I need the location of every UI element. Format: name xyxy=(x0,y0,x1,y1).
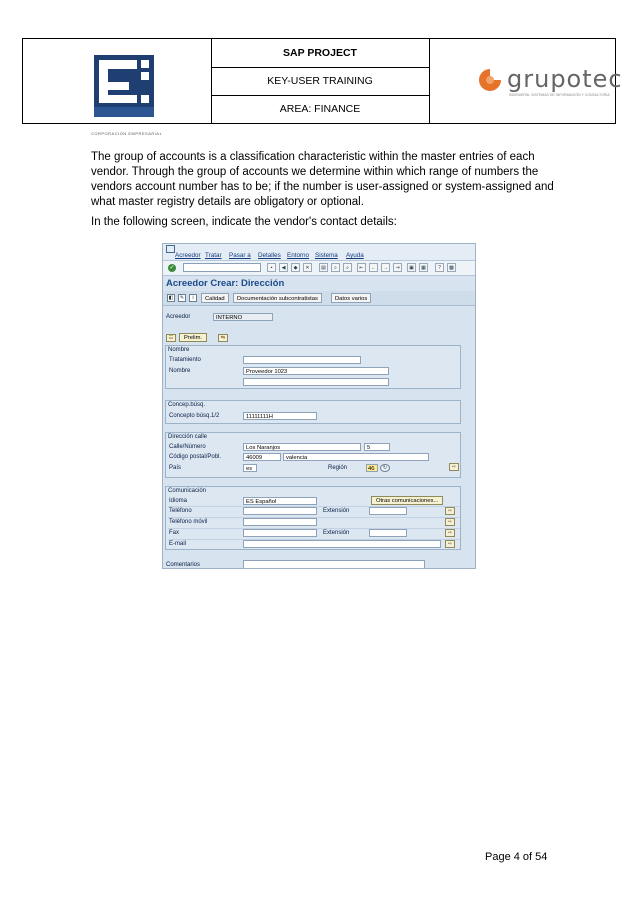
comunicacion-group xyxy=(165,486,461,550)
help-icon[interactable]: ? xyxy=(435,263,444,272)
calidad-button[interactable]: Calidad xyxy=(201,293,229,303)
concepto-group-title: Concep.búsq. xyxy=(168,402,206,408)
first-page-icon[interactable]: ⇤ xyxy=(357,263,366,272)
acreedor-label: Acreedor xyxy=(166,314,191,320)
menu-acreedor[interactable]: Acreedor xyxy=(175,252,201,259)
project-title: SAP PROJECT xyxy=(211,39,429,68)
next-page-icon[interactable]: → xyxy=(383,265,388,271)
pais-label: País xyxy=(169,465,182,471)
address-more-icon[interactable]: ⇨ xyxy=(449,463,459,471)
last-page-icon[interactable]: ⇥ xyxy=(393,263,402,272)
document-header xyxy=(22,38,623,136)
movil-more-icon[interactable]: ⇨ xyxy=(445,518,455,526)
grupotec-logo xyxy=(477,65,623,101)
prev-page-icon[interactable]: ← xyxy=(371,265,376,271)
region-field[interactable]: 46 xyxy=(366,464,378,472)
menu-sistema[interactable]: Sistema xyxy=(315,252,338,259)
new-session-icon[interactable]: ▣ xyxy=(407,263,416,272)
grupotec-tagline: INGENIERÍA, SISTEMAS DE INFORMACIÓN Y CONSULTORÍA xyxy=(509,93,610,97)
find-next-icon[interactable]: ⌕ xyxy=(343,263,352,272)
menu-detalles[interactable]: Detalles xyxy=(258,252,281,259)
print-icon[interactable]: ▤ xyxy=(319,263,328,272)
display-change-icon[interactable]: ✎ xyxy=(179,295,185,301)
fax-field[interactable] xyxy=(243,529,317,537)
calle-label: Calle/Número xyxy=(169,444,206,450)
enter-check-icon[interactable]: ✓ xyxy=(169,265,175,271)
otras-comunicaciones-button[interactable]: Otras comunicaciones... xyxy=(371,496,443,505)
fax-label: Fax xyxy=(169,530,180,536)
region-refresh-icon[interactable]: ↻ xyxy=(380,464,390,472)
info-icon[interactable]: i xyxy=(189,294,197,302)
numero-field[interactable]: 5 xyxy=(364,443,390,451)
cp-label: Código postal/Pobl. xyxy=(169,454,222,460)
email-field[interactable] xyxy=(243,540,441,548)
international-icon[interactable]: ⇆ xyxy=(218,334,228,342)
sap-screenshot xyxy=(162,243,476,569)
back-icon[interactable]: ◀ xyxy=(279,263,288,272)
header-title-cell xyxy=(211,39,430,123)
telefono-label: Teléfono xyxy=(169,508,192,514)
fax-more-icon[interactable]: ⇨ xyxy=(445,529,455,537)
window-menu-icon[interactable] xyxy=(166,245,175,253)
command-field[interactable] xyxy=(183,263,261,272)
idioma-select[interactable]: ES Español xyxy=(243,497,317,505)
screen-title: Acreedor Crear: Dirección xyxy=(166,278,285,289)
nombre-2-field[interactable] xyxy=(243,378,389,386)
page-number: Page 4 of 54 xyxy=(485,851,548,863)
direccion-group xyxy=(165,432,461,478)
documentacion-button[interactable]: Documentación subcontratistas xyxy=(233,293,322,303)
comentarios-label: Comentarios xyxy=(166,562,201,568)
grupotec-mark-icon xyxy=(477,67,503,93)
grupotec-wordmark: grupotec xyxy=(507,65,623,93)
nombre-group-title: Nombre xyxy=(168,347,190,353)
comunicacion-group-title: Comunicación xyxy=(168,488,207,494)
calle-field[interactable]: Los Naranjos xyxy=(243,443,361,451)
acreedor-field: INTERNO xyxy=(213,313,273,321)
datos-varios-button[interactable]: Datos varios xyxy=(331,293,371,303)
poblacion-field[interactable]: valencia xyxy=(283,453,429,461)
ecisa-subtitle: CORPORACIÓN EMPRESARIAL xyxy=(91,131,163,136)
sap-toolbar xyxy=(163,261,475,276)
save-icon[interactable]: ▪ xyxy=(267,263,276,272)
idioma-label: Idioma xyxy=(169,498,188,504)
menu-pasar-a[interactable]: Pasar a xyxy=(229,252,251,259)
layout-icon[interactable]: ▩ xyxy=(447,263,456,272)
menu-ayuda[interactable]: Ayuda xyxy=(346,252,364,259)
fax-extension-label: Extensión xyxy=(323,530,350,536)
sap-menubar xyxy=(163,244,475,261)
nombre-group xyxy=(165,345,461,389)
direccion-group-title: Dirección calle xyxy=(168,434,208,440)
shortcut-icon[interactable]: ▦ xyxy=(419,263,428,272)
find-icon[interactable]: ⌕ xyxy=(331,263,340,272)
prelim-button[interactable]: Prelim. xyxy=(179,333,207,342)
cp-field[interactable]: 46009 xyxy=(243,453,281,461)
menu-tratar[interactable]: Tratar xyxy=(205,252,222,259)
menu-entorno[interactable]: Entorno xyxy=(287,252,310,259)
training-title: KEY-USER TRAINING xyxy=(211,67,429,96)
comentarios-field[interactable] xyxy=(243,560,425,569)
exit-icon[interactable]: ◆ xyxy=(291,263,300,272)
paragraph-account-groups: The group of accounts is a classification characteristic within the master entries of each vendor. Through the group of accounts we determine within which range of numbers the vendors account number has to be; if the number is user-assigned or system-assigned and what master registry details are obligatory or optional. xyxy=(91,151,554,208)
concepto-field[interactable]: 11111111H xyxy=(243,412,317,420)
concepto-group xyxy=(165,400,461,424)
grupotec-logo-cell xyxy=(429,39,623,123)
extension-field[interactable] xyxy=(369,507,407,515)
movil-field[interactable] xyxy=(243,518,317,526)
fax-extension-field[interactable] xyxy=(369,529,407,537)
telefono-more-icon[interactable]: ⇨ xyxy=(445,507,455,515)
cancel-icon[interactable]: ✕ xyxy=(303,263,312,272)
telefono-field[interactable] xyxy=(243,507,317,515)
movil-label: Teléfono móvil xyxy=(169,519,208,525)
email-label: E-mail xyxy=(169,541,187,547)
tratamiento-label: Tratamiento xyxy=(169,357,201,363)
extension-label: Extensión xyxy=(323,508,350,514)
nombre-label: Nombre xyxy=(169,368,191,374)
ecisa-logo-cell xyxy=(23,39,212,136)
application-toolbar xyxy=(163,291,475,306)
concepto-label: Concepto búsq.1/2 xyxy=(169,413,220,419)
ecisa-logo xyxy=(94,55,154,117)
preview-icon[interactable]: ☷ xyxy=(166,334,176,342)
region-label: Región xyxy=(328,465,348,471)
paragraph-instruction: In the following screen, indicate the vendor's contact details: xyxy=(91,216,397,228)
email-more-icon[interactable]: ⇨ xyxy=(445,540,455,548)
pais-field[interactable]: es xyxy=(243,464,257,472)
area-title: AREA: FINANCE xyxy=(279,103,361,115)
previous-screen-icon[interactable]: ◧ xyxy=(168,295,174,301)
tratamiento-select[interactable] xyxy=(243,356,361,364)
nombre-field[interactable]: Proveedor 1023 xyxy=(243,367,389,375)
